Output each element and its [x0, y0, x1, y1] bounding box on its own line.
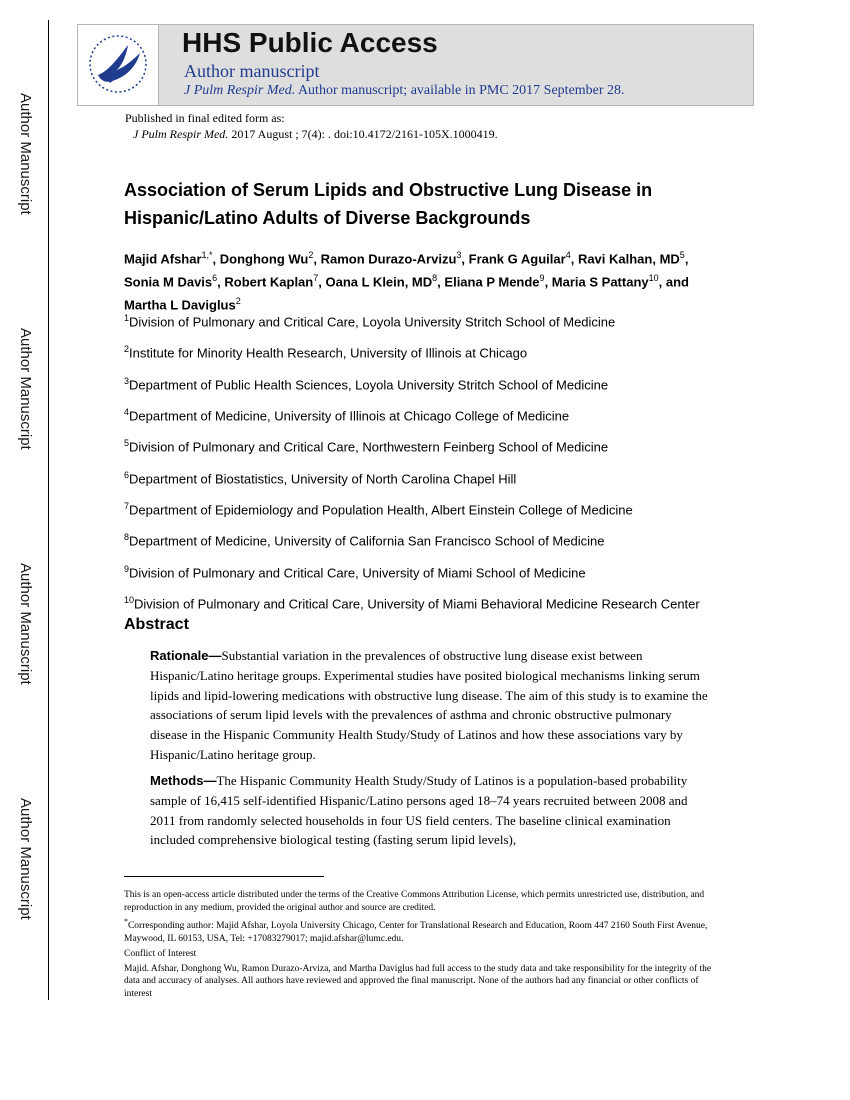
conflict-of-interest-text: Majid. Afshar, Donghong Wu, Ramon Durazo-Arviza, and Martha Daviglus had full access to the study data and take responsibility for the integrity of the data and accuracy of analyses. All authors have reviewed and approved the final manuscript. None of the authors had any financial or other conflicts of interest — [124, 963, 712, 1000]
author-affiliation-mark: 8 — [432, 272, 438, 283]
availability-line: J Pulm Respir Med. Author manuscript; available in PMC 2017 September 28. — [184, 83, 625, 98]
affiliation-item: $^6$Department of Biostatistics, University of North Carolina Chapel Hill — [124, 469, 517, 486]
abstract-rationale: Rationale—Substantial variation in the prevalences of obstructive lung disease exist between Hispanic/Latino heritage groups. Experimental studies have posited biological mechanisms linking serum lipids and lipid-lowering medications with obstructive lung disease. The aim of this study is to examine the associations of serum lipid levels with the prevalences of asthma and chronic obstructive pulmonary disease in the Hispanic Community Health Study/Study of Latinos and how these associations vary by Hispanic/Latino heritage group. — [150, 648, 708, 762]
hhs-logo — [78, 25, 159, 105]
author-affiliation-mark: 1,* — [201, 250, 213, 260]
corresponding-author-note: *Corresponding author: Majid Afshar, Loyola University Chicago, Center for Translational Research and Education, Room 447 2160 South First Avenue, Maywood, IL 60153, USA, Tel: +17083279017; majid.afshar@lumc.edu. — [124, 917, 708, 945]
author-name: Frank G Aguilar — [468, 251, 566, 267]
author-affiliation-mark: 2 — [308, 250, 314, 260]
abstract-methods: Methods—The Hispanic Community Health Study/Study of Latinos is a population-based probability sample of 16,415 self-identified Hispanic/Latino persons aged 18–74 years recruited between 2008 and 2011 from randomly selected households in four US field centers. The baseline clinical examination included comprehensive biological testing (fasting serum lipid levels), — [150, 773, 688, 848]
author-affiliation-mark: 2 — [235, 295, 241, 306]
author-name: Oana L Klein, MD — [325, 274, 433, 290]
affiliation-list — [124, 309, 724, 622]
affiliation-item: $^5$Division of Pulmonary and Critical Care, Northwestern Feinberg School of Medicine — [124, 438, 609, 455]
author-manuscript-sidebar: Author Manuscript Author Manuscript Author Manuscript Author Manuscript — [0, 0, 50, 1000]
affiliation-item: $^2$Institute for Minority Health Research, University of Illinois at Chicago — [124, 344, 528, 361]
author-name: Ramon Durazo-Arvizu — [320, 251, 457, 267]
author-name: Robert Kaplan — [224, 274, 314, 290]
affiliation-item: $^{10}$Division of Pulmonary and Critical Care, University of Miami Behavioral Medicine Research Center — [124, 594, 700, 612]
author-name: Eliana P Mende — [444, 274, 540, 290]
affiliation-item: $^8$Department of Medicine, University of California San Francisco School of Medicine — [124, 532, 605, 549]
author-list: Majid Afshar$^{1,*}$, Donghong Wu$^2$, Ramon Durazo-Arvizu$^3$, Frank G Aguilar$^4$, Ravi Kalhan, $MD^5$, Sonia M Davis$^6$, Robert Kaplan$^7$, Oana L Klein, $MD^8$, Eliana P Mende$^9$, Maria S Pattany$^{10}$, and Martha L Daviglus$^2$ — [124, 250, 689, 312]
conflict-of-interest-label: Conflict of Interest — [124, 948, 197, 959]
author-manuscript-label: Author manuscript — [184, 61, 320, 81]
abstract-heading: Abstract — [124, 616, 189, 633]
footnote-rule — [124, 876, 324, 877]
affiliation-item: $^7$Department of Epidemiology and Population Health, Albert Einstein College of Medicine — [124, 500, 633, 518]
author-name: Ravi Kalhan, MD — [577, 251, 680, 267]
article-title: Association of Serum Lipids and Obstructive Lung Disease in Hispanic/Latino Adults of Diverse Backgrounds — [124, 180, 653, 228]
publication-info: Published in final edited form as: J Pulm Respir Med. 2017 August ; 7(4): . doi:10.4172/2161-105X.1000419. — [125, 111, 498, 141]
author-affiliation-mark: 7 — [313, 272, 319, 283]
hhs-public-access-title: HHS Public Access — [182, 27, 438, 58]
author-affiliation-mark: 4 — [565, 250, 571, 260]
affiliation-item: $^4$Department of Medicine, University of Illinois at Chicago College of Medicine — [124, 406, 570, 424]
sidebar-rule — [48, 20, 49, 1000]
hhs-eagle-icon — [86, 31, 150, 97]
affiliation-item: $^1$Division of Pulmonary and Critical Care, Loyola University Stritch School of Medicine — [124, 313, 616, 330]
license-note: This is an open-access article distributed under the terms of the Creative Commons Attribution License, which permits unrestricted use, distribution, and reproduction in any medium, provided the original author and source are credited. — [124, 890, 705, 913]
author-affiliation-mark: 10 — [648, 272, 659, 283]
hhs-banner — [77, 24, 754, 106]
author-name: Sonia M Davis — [124, 274, 213, 290]
author-name: Donghong Wu — [219, 251, 309, 267]
author-affiliation-mark: 3 — [456, 250, 462, 260]
author-name: Majid Afshar — [124, 251, 202, 267]
footnotes — [124, 889, 719, 1003]
affiliation-item: $^9$Division of Pulmonary and Critical Care, University of Miami School of Medicine — [124, 563, 586, 580]
author-name: Martha L Daviglus — [124, 296, 236, 312]
author-name: Maria S Pattany — [551, 274, 649, 290]
author-affiliation-mark: 6 — [212, 272, 218, 283]
affiliation-item: $^3$Department of Public Health Sciences, Loyola University Stritch School of Medicine — [124, 375, 609, 392]
author-affiliation-mark: 5 — [679, 250, 685, 260]
author-affiliation-mark: 9 — [539, 272, 545, 283]
